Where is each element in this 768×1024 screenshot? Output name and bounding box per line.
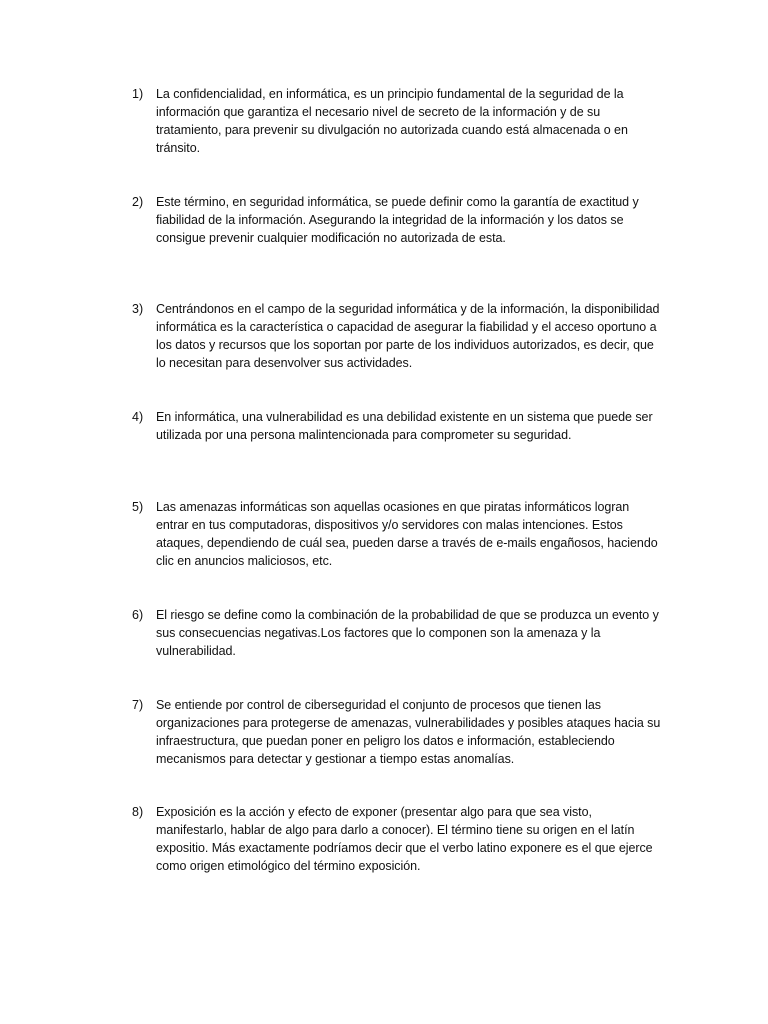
list-item-2 [132, 193, 662, 247]
list-item-7 [132, 696, 662, 768]
item-number: 5) [132, 500, 144, 514]
item-number: 2) [132, 195, 144, 209]
item-number: 3) [132, 302, 144, 316]
list-item-1 [132, 85, 662, 157]
item-text: En informática, una vulnerabilidad es una debilidad existente en un sistema que puede ser utilizada por una persona malintencionada para comprometer su seguridad. [156, 410, 653, 442]
item-number: 1) [132, 87, 144, 101]
item-text: Centrándonos en el campo de la seguridad informática y de la información, la disponibilidad informática es la característica o capacidad de asegurar la fiabilidad y el acceso oportuno a los datos y recursos que los soportan por parte de los individuos autorizados, es decir, que lo necesitan para desenvolver sus actividades. [156, 302, 660, 370]
item-text: Las amenazas informáticas son aquellas ocasiones en que piratas informáticos logran entrar en tus computadoras, dispositivos y/o servidores con malas intenciones. Estos ataques, dependiendo de cuál sea, pueden darse a través de e-mails engañosos, haciendo clic en anuncios maliciosos, etc. [156, 500, 658, 568]
item-text: El riesgo se define como la combinación de la probabilidad de que se produzca un evento y sus consecuencias negativas.Los factores que lo componen son la amenaza y la vulnerabilidad. [156, 608, 659, 658]
item-number: 7) [132, 698, 144, 712]
item-text: Exposición es la acción y efecto de exponer (presentar algo para que sea visto, manifestarlo, hablar de algo para darlo a conocer). El término tiene su origen en el latín expositio. Más exactamente podríamos decir que el verbo latino exponere es el que ejerce como origen etimológico del término exposición. [156, 805, 653, 873]
list-item-5 [132, 498, 662, 570]
item-text: La confidencialidad, en informática, es un principio fundamental de la seguridad de la información que garantiza el necesario nivel de secreto de la información y de su tratamiento, para prevenir su divulgación no autorizada cuando está almacenada o en tránsito. [156, 87, 628, 155]
list-item-3 [132, 300, 662, 372]
item-number: 4) [132, 410, 144, 424]
list-item-8 [132, 803, 662, 875]
list-item-6 [132, 606, 662, 660]
item-number: 8) [132, 805, 144, 819]
item-text: Este término, en seguridad informática, se puede definir como la garantía de exactitud y fiabilidad de la información. Asegurando la integridad de la información y los datos se consigue prevenir cualquier modificación no autorizada de esta. [156, 195, 639, 245]
item-number: 6) [132, 608, 144, 622]
list-item-4 [132, 408, 662, 444]
item-text: Se entiende por control de ciberseguridad el conjunto de procesos que tienen las organizaciones para protegerse de amenazas, vulnerabilidades y posibles ataques hacia su infraestructura, que puedan poner en peligro los datos e información, estableciendo mecanismos para detectar y gestionar a tiempo estas anomalías. [156, 698, 661, 766]
